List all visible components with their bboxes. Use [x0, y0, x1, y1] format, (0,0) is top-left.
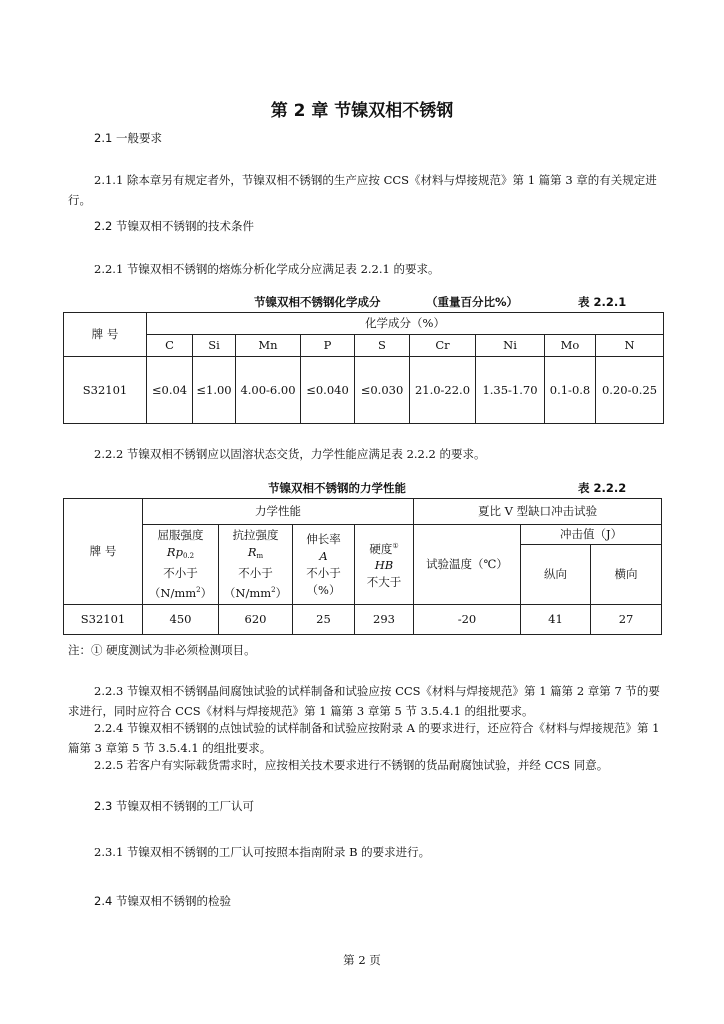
charpy-header: 夏比 V 型缺口冲击试验: [414, 499, 662, 525]
element-header: Mo: [545, 335, 596, 357]
table1-unit: （重量百分比%）: [426, 295, 519, 309]
table2-caption: 节镍双相不锈钢的力学性能: [268, 481, 406, 495]
table-cell: S32101: [64, 357, 147, 424]
table-cell: ≤0.040: [301, 357, 355, 424]
grade-header: 牌 号: [64, 313, 147, 357]
paragraph-2-3-1: 2.3.1 节镍双相不锈钢的工厂认可按照本指南附录 B 的要求进行。: [94, 845, 431, 859]
table-cell: 1.35-1.70: [476, 357, 545, 424]
mechanical-header: 力学性能: [143, 499, 414, 525]
paragraph-2-2-5: 2.2.5 若客户有实际载货需求时，应按相关技术要求进行不锈钢的货品耐腐蚀试验，并经 CCS 同意。: [94, 758, 609, 772]
impact-value-header: 冲击值（J）: [521, 525, 662, 545]
paragraph-2-1-1: 2.1.1 除本章另有规定者外，节镍双相不锈钢的生产应按 CCS《材料与焊接规范》第 1 篇第 3 章的有关规定进行。: [68, 173, 657, 207]
longitudinal-header: 纵向: [521, 545, 591, 605]
paragraph-2-2-3: 2.2.3 节镍双相不锈钢晶间腐蚀试验的试样制备和试验应按 CCS《材料与焊接规范》第 1 篇第 2 章第 7 节的要求进行，同时应符合 CCS《材料与焊接规范》第 1 篇第 3 章第 5 节 3.5.4.1 的组批要求。: [68, 684, 660, 718]
table2-label: 表 2.2.2: [578, 481, 627, 495]
table-cell: ≤1.00: [193, 357, 236, 424]
table-cell: 41: [521, 605, 591, 635]
table-row: [64, 605, 662, 635]
table-cell: 293: [355, 605, 414, 635]
table-row: [64, 357, 664, 424]
page-number: 第 2 页: [343, 953, 381, 967]
section-heading-2-3: 2.3 节镍双相不锈钢的工厂认可: [94, 799, 254, 813]
table-cell: 21.0-22.0: [410, 357, 476, 424]
composition-header: 化学成分（%）: [147, 313, 664, 335]
chapter-title: 第 2 章 节镍双相不锈钢: [270, 101, 454, 121]
test-temperature-header: 试验温度（℃）: [414, 525, 521, 605]
paragraph-2-2-4: 2.2.4 节镍双相不锈钢的点蚀试验的试样制备和试验应按附录 A 的要求进行，还应符合《材料与焊接规范》第 1 篇第 3 章第 5 节 3.5.4.1 的组批要求。: [68, 721, 660, 755]
table-cell: 0.1-0.8: [545, 357, 596, 424]
element-header: C: [147, 335, 193, 357]
table-cell: 27: [591, 605, 662, 635]
transverse-header: 横向: [591, 545, 662, 605]
paragraph-2-2-2: 2.2.2 节镍双相不锈钢应以固溶状态交货，力学性能应满足表 2.2.2 的要求。: [94, 447, 486, 461]
element-header: S: [355, 335, 410, 357]
chemical-composition-table: [63, 312, 664, 424]
yield-strength-header: 屈服强度 $Rp_{0.2}$ 不小于 $(N/mm^2)$: [143, 525, 219, 605]
element-header: Si: [193, 335, 236, 357]
table-cell: 0.20-0.25: [596, 357, 664, 424]
table-cell: ≤0.030: [355, 357, 410, 424]
section-heading-2-4: 2.4 节镍双相不锈钢的检验: [94, 894, 231, 908]
paragraph-2-2-1: 2.2.1 节镍双相不锈钢的熔炼分析化学成分应满足表 2.2.1 的要求。: [94, 262, 440, 276]
table-cell: ≤0.04: [147, 357, 193, 424]
tensile-strength-header: 抗拉强度 $R_m$ 不小于 $(N/mm^2)$: [219, 525, 293, 605]
hardness-header: 硬度① HB 不大于: [355, 525, 414, 605]
section-heading-2-1: 2.1 一般要求: [94, 131, 162, 145]
grade-header: 牌 号: [64, 499, 143, 605]
table1-caption: 节镍双相不锈钢化学成分: [254, 295, 381, 309]
table-cell: 450: [143, 605, 219, 635]
element-header: N: [596, 335, 664, 357]
element-header: Mn: [236, 335, 301, 357]
table-cell: -20: [414, 605, 521, 635]
table-cell: 4.00-6.00: [236, 357, 301, 424]
table1-label: 表 2.2.1: [578, 295, 627, 309]
section-heading-2-2: 2.2 节镍双相不锈钢的技术条件: [94, 219, 254, 233]
table-cell: S32101: [64, 605, 143, 635]
elongation-header: 伸长率 A 不小于 （%）: [293, 525, 355, 605]
table-cell: 25: [293, 605, 355, 635]
table-note: 注：① 硬度测试为非必须检测项目。: [68, 643, 256, 657]
mechanical-properties-table: [63, 498, 662, 635]
element-header: Cr: [410, 335, 476, 357]
table-cell: 620: [219, 605, 293, 635]
element-header: P: [301, 335, 355, 357]
element-header: Ni: [476, 335, 545, 357]
